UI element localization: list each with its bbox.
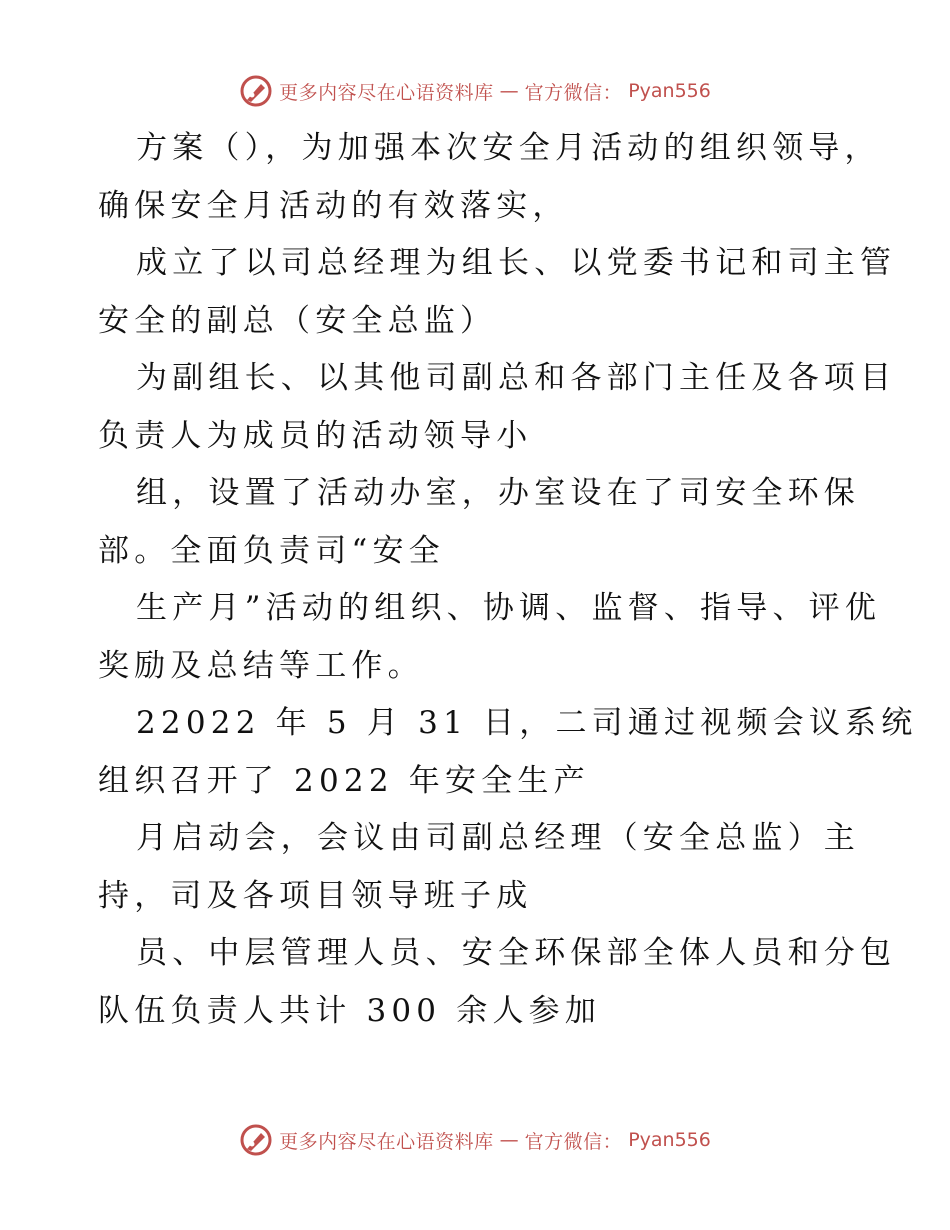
text-line: 奖励及总结等工作。 [98,647,424,684]
text-line: 成立了以司总经理为组长、以党委书记和司主管 [136,245,897,281]
text-line: 方案（），为加强本次安全月活动的组织领导， [136,130,881,166]
watermark-handle: Pyan556 [628,1129,711,1151]
watermark-text: 更多内容尽在心语资料库 [279,1130,494,1153]
text-line: 组，设置了活动办室，办室设在了司安全环保 [136,475,860,511]
paragraph [98,580,882,695]
text-line: 负责人为成员的活动领导小 [98,417,533,454]
text-line: 队伍负责人共计 300 余人参加 [98,992,602,1029]
header-watermark [0,74,950,108]
text-line: 为副组长、以其他司副总和各部门主任及各项目 [136,360,897,396]
text-line: 月启动会，会议由司副总经理（安全总监）主 [136,820,860,856]
text-line: 确保安全月活动的有效落实， [98,187,569,224]
text-line: 持，司及各项目领导班子成 [98,877,533,914]
text-line: 组织召开了 2022 年安全生产 [98,762,590,799]
watermark-dash: — [499,1129,519,1151]
text-line: 部。全面负责司“安全 [98,532,445,569]
paragraph [98,465,858,580]
watermark-text: 更多内容尽在心语资料库 [279,81,494,104]
text-line: 生产月”活动的组织、协调、监督、指导、评优 [136,590,882,626]
text-line: 22022 年 5 月 31 日，二司通过视频会议系统 [136,705,918,741]
paragraph [98,235,897,350]
text-line: 安全的副总（安全总监） [98,302,497,339]
footer-watermark [0,1123,950,1157]
paragraph [98,810,858,925]
paragraph [98,695,918,810]
document-body [98,120,918,1040]
watermark-label: 官方微信： [524,1130,623,1153]
paragraph [98,925,897,1040]
pen-logo-icon [239,74,273,108]
watermark-handle: Pyan556 [628,80,711,102]
paragraph [98,350,897,465]
watermark-dash: — [499,80,519,102]
paragraph [98,120,881,235]
text-line: 员、中层管理人员、安全环保部全体人员和分包 [136,935,897,971]
watermark-label: 官方微信： [524,81,623,104]
pen-logo-icon [239,1123,273,1157]
